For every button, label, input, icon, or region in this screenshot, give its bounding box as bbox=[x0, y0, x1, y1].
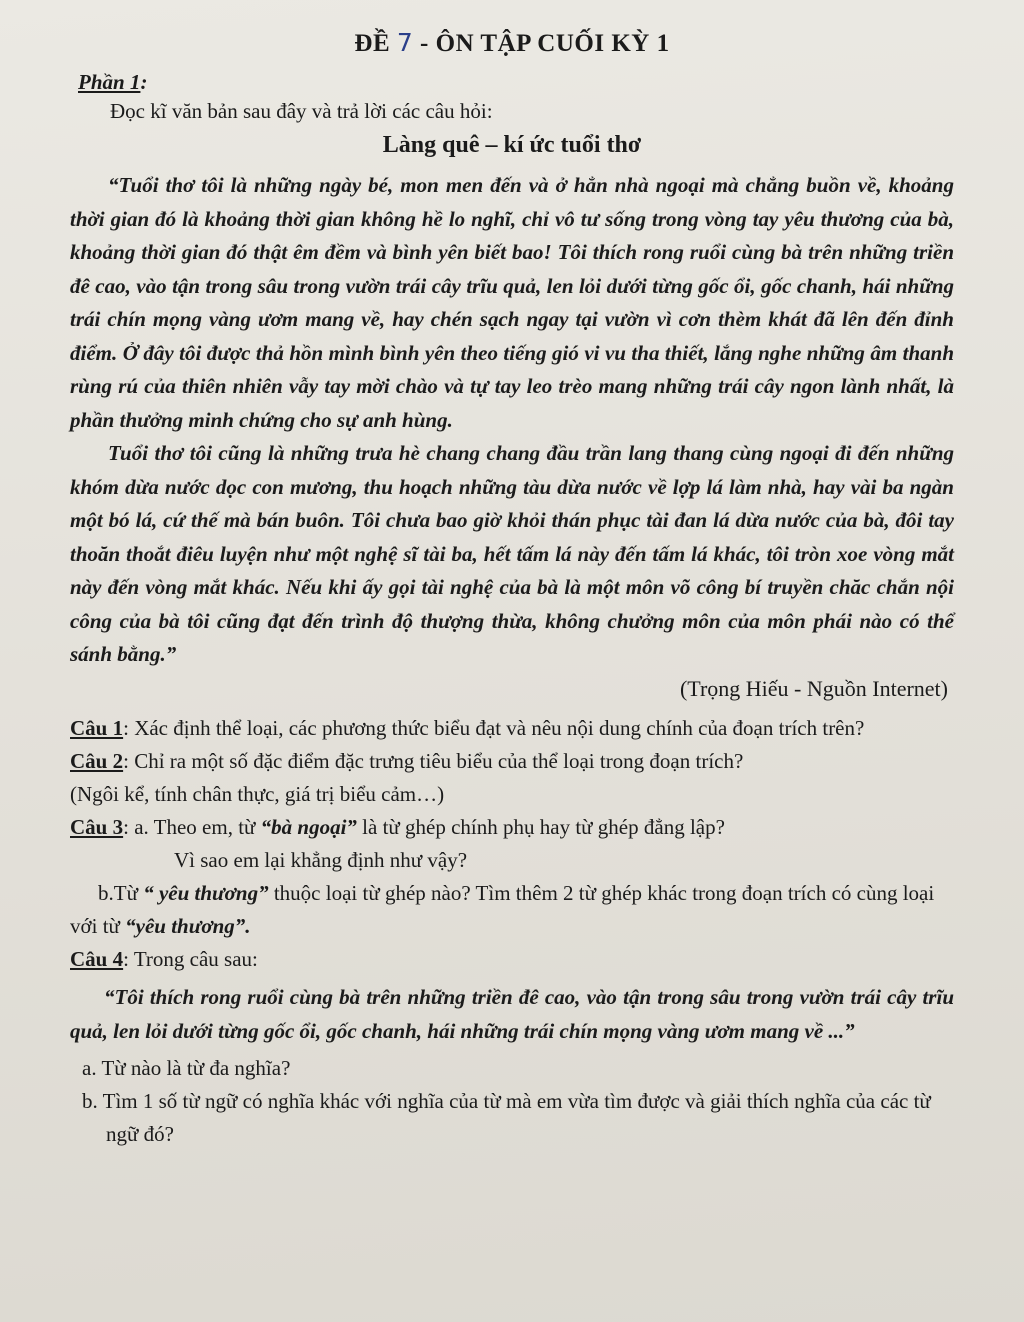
question-2-text: : Chỉ ra một số đặc điểm đặc trưng tiêu biểu của thể loại trong đoạn trích? bbox=[123, 748, 744, 773]
passage-paragraph-2: Tuổi thơ tôi cũng là những trưa hè chang chang đầu trần lang thang cùng ngoại đi đến những khóm dừa nước dọc con mương, thu hoạch những tàu dừa nước về lợp lá làm nhà, hay vài ba ngàn một bó lá, cứ thế mà bán buôn. Tôi chưa bao giờ khỏi thán phục tài đan lá dừa nước của bà, đôi tay thoăn thoắt điêu luyện như một nghệ sĩ tài ba, hết tấm lá này đến tấm lá khác, tôi tròn xoe vòng mắt này đến vòng mắt khác. Nếu khi ấy gọi tài nghệ của bà là một môn võ công bí truyền chăc chắn nội công của bà tôi cũng đạt đến trình độ thượng thừa, không chưởng môn của môn phái nào có thể sánh bằng.” bbox=[70, 441, 954, 666]
passage-body bbox=[70, 169, 954, 672]
question-3b-mid: thuộc loại từ ghép nào? Tìm thêm 2 từ ghép khác trong đoạn trích có cùng loại với từ bbox=[70, 880, 935, 938]
title-prefix: ĐỀ bbox=[354, 30, 391, 57]
question-1 bbox=[70, 712, 954, 745]
passage-title: Làng quê – kí ức tuổi thơ bbox=[382, 132, 642, 158]
question-4-text: : Trong câu sau: bbox=[123, 946, 258, 971]
question-4-quote: “Tôi thích rong ruổi cùng bà trên những triền đê cao, vào tận trong sâu trong vườn trái cây trĩu quả, len lỏi dưới từng gốc ổi, gốc chanh, hái những trái chín mọng vàng ươm mang về ...” bbox=[70, 984, 954, 1043]
question-3a-post: là từ ghép chính phụ hay từ ghép đẳng lập? bbox=[356, 814, 725, 839]
title-rest: - ÔN TẬP CUỐI KỲ 1 bbox=[420, 30, 670, 57]
question-4-label: Câu 4 bbox=[70, 946, 124, 971]
question-3-label: Câu 3 bbox=[70, 814, 124, 839]
page-title bbox=[70, 28, 954, 58]
part-label: Phần 1 bbox=[78, 70, 141, 94]
question-3a-line2: Vì sao em lại khẳng định như vậy? bbox=[174, 847, 468, 872]
question-3b-word2: “yêu thương” bbox=[125, 913, 246, 938]
question-2 bbox=[70, 745, 954, 778]
question-3b-end: . bbox=[245, 913, 251, 938]
title-number: 7 bbox=[396, 28, 414, 57]
question-3b-word: “ yêu thương” bbox=[143, 880, 269, 905]
question-4-option-a: a. Từ nào là từ đa nghĩa? bbox=[82, 1055, 291, 1080]
passage-source: (Trọng Hiếu - Nguồn Internet) bbox=[679, 675, 948, 701]
question-3a-pre: : a. Theo em, từ bbox=[123, 814, 261, 839]
question-4-option-b: b. Tìm 1 số từ ngữ có nghĩa khác với nghĩa của từ mà em vừa tìm được và giải thích nghĩa của các từ ngữ đó? bbox=[82, 1088, 931, 1146]
question-1-text: : Xác định thể loại, các phương thức biểu đạt và nêu nội dung chính của đoạn trích trên? bbox=[123, 715, 865, 740]
question-2-hint: (Ngôi kể, tính chân thực, giá trị biểu cảm…) bbox=[70, 781, 445, 806]
part-heading bbox=[78, 70, 954, 95]
part-colon: : bbox=[140, 70, 148, 94]
passage-paragraph-1: “Tuổi thơ tôi là những ngày bé, mon men đến và ở hẳn nhà ngoại mà chẳng buồn về, khoảng thời gian đó là khoảng thời gian không hề lo nghĩ, chỉ vô tư sống trong vòng tay yêu thương của bà, khoảng thời gian đó thật êm đềm và bình yên biết bao! Tôi thích rong ruổi cùng bà trên những triền đê cao, vào tận trong sâu trong vườn trái cây trĩu quả, len lỏi dưới từng gốc ổi, gốc chanh, hái những trái chín mọng vàng ươm mang về, hay chén sạch ngay tại vườn vì cơn thèm khát đã lên đến đỉnh điểm. Ở đây tôi được thả hồn mình bình yên theo tiếng gió vi vu tha thiết, lắng nghe những âm thanh rùng rú của thiên nhiên vẫy tay mời chào và tự tay leo trèo mang những trái cây ngon lành nhất, là phần thưởng minh chứng cho sự anh hùng. bbox=[70, 173, 954, 432]
question-3b-pre: b.Từ bbox=[98, 880, 144, 905]
question-3a-word: “bà ngoại” bbox=[260, 814, 357, 839]
question-3b bbox=[70, 877, 954, 943]
question-3a bbox=[70, 811, 954, 844]
instruction: Đọc kĩ văn bản sau đây và trả lời các câu hỏi: bbox=[110, 99, 493, 123]
question-4 bbox=[70, 943, 954, 976]
question-2-label: Câu 2 bbox=[70, 748, 124, 773]
question-1-label: Câu 1 bbox=[70, 715, 124, 740]
